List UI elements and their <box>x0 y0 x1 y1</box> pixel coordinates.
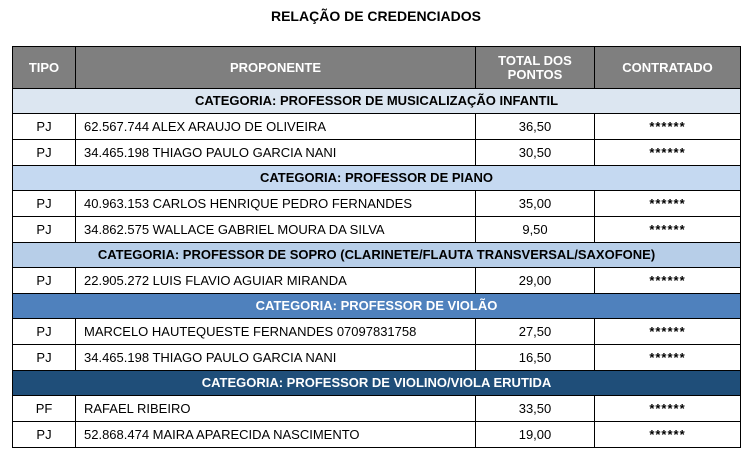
table-header-row <box>13 47 741 89</box>
cell-total: 36,50 <box>476 114 595 140</box>
cell-contratado: ****** <box>595 114 741 140</box>
cell-tipo: PJ <box>13 319 76 345</box>
cell-total: 9,50 <box>476 217 595 243</box>
cell-contratado: ****** <box>595 140 741 166</box>
cell-tipo: PJ <box>13 268 76 294</box>
cell-contratado: ****** <box>595 319 741 345</box>
category-row <box>13 371 741 396</box>
cell-proponente: 34.465.198 THIAGO PAULO GARCIA NANI <box>76 345 476 371</box>
category-row <box>13 243 741 268</box>
cell-total: 29,00 <box>476 268 595 294</box>
table-row <box>13 396 741 422</box>
category-label: CATEGORIA: PROFESSOR DE MUSICALIZAÇÃO INFANTIL <box>13 89 741 114</box>
table-row <box>13 191 741 217</box>
cell-total: 35,00 <box>476 191 595 217</box>
table-row <box>13 217 741 243</box>
table-row <box>13 422 741 448</box>
category-label: CATEGORIA: PROFESSOR DE SOPRO (CLARINETE/FLAUTA TRANSVERSAL/SAXOFONE) <box>13 243 741 268</box>
cell-proponente: 62.567.744 ALEX ARAUJO DE OLIVEIRA <box>76 114 476 140</box>
cell-contratado: ****** <box>595 422 741 448</box>
category-row <box>13 294 741 319</box>
cell-tipo: PJ <box>13 114 76 140</box>
cell-total: 27,50 <box>476 319 595 345</box>
category-label: CATEGORIA: PROFESSOR DE PIANO <box>13 166 741 191</box>
cell-tipo: PJ <box>13 345 76 371</box>
cell-contratado: ****** <box>595 396 741 422</box>
header-tipo: TIPO <box>13 47 76 89</box>
category-label: CATEGORIA: PROFESSOR DE VIOLINO/VIOLA ERUTIDA <box>13 371 741 396</box>
cell-tipo: PF <box>13 396 76 422</box>
cell-proponente: 34.862.575 WALLACE GABRIEL MOURA DA SILVA <box>76 217 476 243</box>
cell-proponente: MARCELO HAUTEQUESTE FERNANDES 07097831758 <box>76 319 476 345</box>
cell-proponente: RAFAEL RIBEIRO <box>76 396 476 422</box>
table-row <box>13 114 741 140</box>
cell-total: 16,50 <box>476 345 595 371</box>
cell-proponente: 34.465.198 THIAGO PAULO GARCIA NANI <box>76 140 476 166</box>
cell-contratado: ****** <box>595 345 741 371</box>
cell-tipo: PJ <box>13 191 76 217</box>
cell-proponente: 22.905.272 LUIS FLAVIO AGUIAR MIRANDA <box>76 268 476 294</box>
header-total-pontos: TOTAL DOS PONTOS <box>476 47 595 89</box>
category-label: CATEGORIA: PROFESSOR DE VIOLÃO <box>13 294 741 319</box>
cell-tipo: PJ <box>13 217 76 243</box>
table-row <box>13 140 741 166</box>
header-proponente: PROPONENTE <box>76 47 476 89</box>
category-row <box>13 89 741 114</box>
document-title: RELAÇÃO DE CREDENCIADOS <box>270 8 481 24</box>
cell-total: 33,50 <box>476 396 595 422</box>
cell-total: 30,50 <box>476 140 595 166</box>
cell-contratado: ****** <box>595 268 741 294</box>
header-contratado: CONTRATADO <box>595 47 741 89</box>
table-row <box>13 319 741 345</box>
cell-proponente: 40.963.153 CARLOS HENRIQUE PEDRO FERNANDES <box>76 191 476 217</box>
cell-contratado: ****** <box>595 217 741 243</box>
cell-total: 19,00 <box>476 422 595 448</box>
cell-tipo: PJ <box>13 140 76 166</box>
cell-contratado: ****** <box>595 191 741 217</box>
table-row <box>13 268 741 294</box>
table-row <box>13 345 741 371</box>
cell-proponente: 52.868.474 MAIRA APARECIDA NASCIMENTO <box>76 422 476 448</box>
credenciados-table <box>12 46 741 448</box>
category-row <box>13 166 741 191</box>
cell-tipo: PJ <box>13 422 76 448</box>
